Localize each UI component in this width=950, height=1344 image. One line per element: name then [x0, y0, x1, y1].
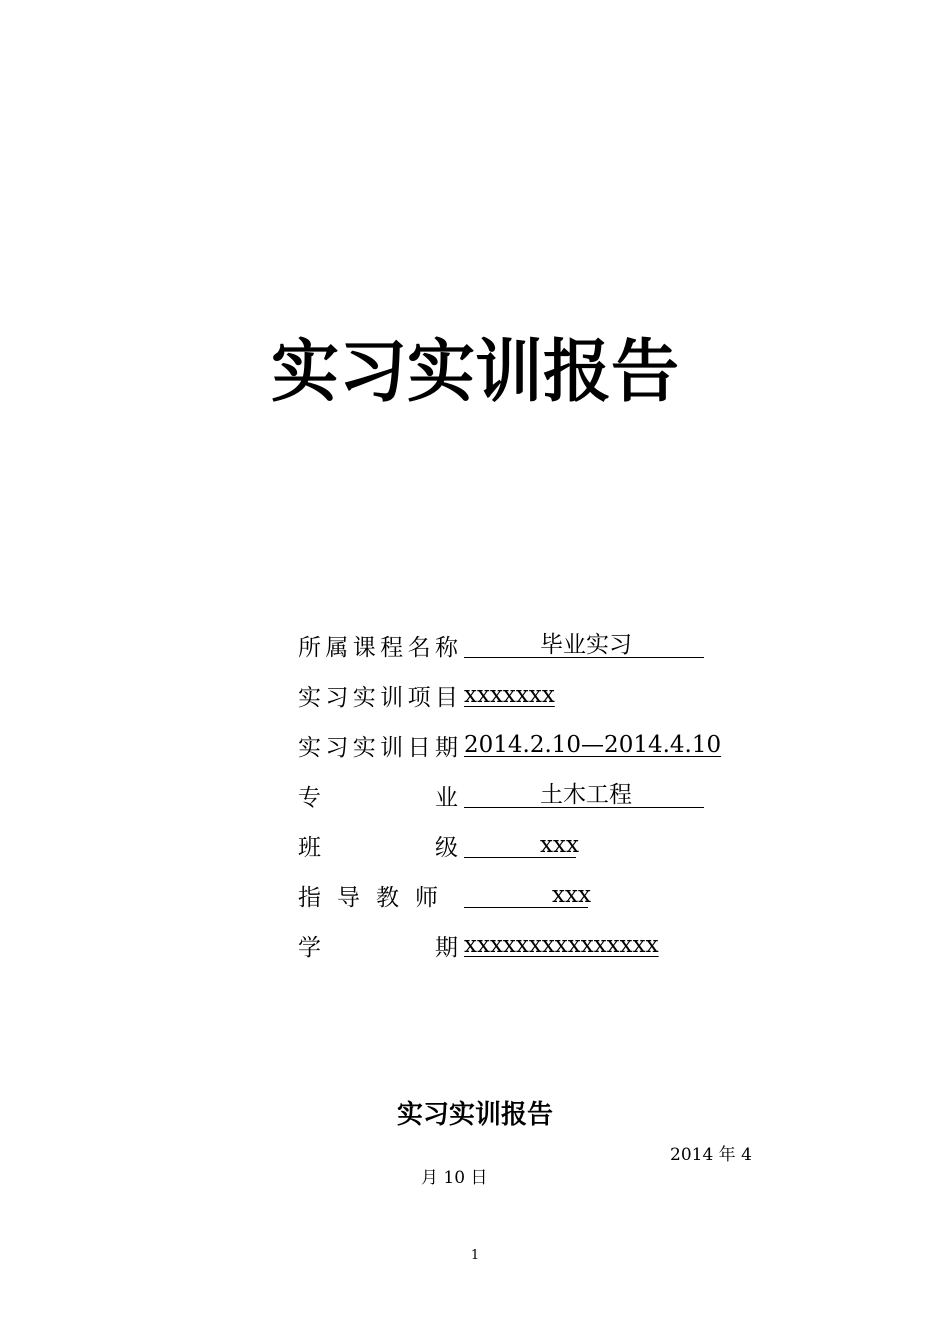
field-label-date-range: 实 习 实 训 日 期 [298, 734, 458, 761]
field-row-date-range [298, 720, 778, 770]
field-value-major: 土木工程 [464, 782, 704, 808]
field-label-class: 班 级 [298, 834, 458, 861]
field-label-project: 实 习 实 训 项 目 [298, 684, 458, 711]
field-row-instructor [298, 870, 778, 920]
field-label-instructor: 指 导 教 师 [298, 884, 438, 911]
page-number: 1 [470, 1248, 480, 1263]
field-value-class: xxx [464, 832, 576, 858]
field-value-instructor: xxx [464, 882, 588, 908]
field-row-course-name [298, 620, 778, 670]
field-row-class [298, 820, 778, 870]
field-row-project [298, 670, 778, 720]
field-value-date-range: 2014.2.10—2014.4.10 [464, 732, 722, 758]
field-row-major [298, 770, 778, 820]
field-row-semester [298, 920, 778, 970]
report-date-year-month: 2014 年 4 [670, 1145, 752, 1165]
report-date-day: 月 10 日 [421, 1168, 488, 1188]
document-title: 实习实训报告 [270, 333, 679, 412]
field-value-course-name: 毕业实习 [464, 632, 704, 658]
report-subtitle: 实习实训报告 [396, 1100, 553, 1130]
field-label-semester: 学 期 [298, 934, 458, 961]
field-label-course-name: 所 属 课 程 名 称 [298, 634, 458, 661]
info-block [298, 620, 778, 970]
field-value-semester: xxxxxxxxxxxxxxx [464, 932, 659, 958]
field-value-project: xxxxxxx [464, 682, 555, 708]
field-label-major: 专 业 [298, 784, 458, 811]
